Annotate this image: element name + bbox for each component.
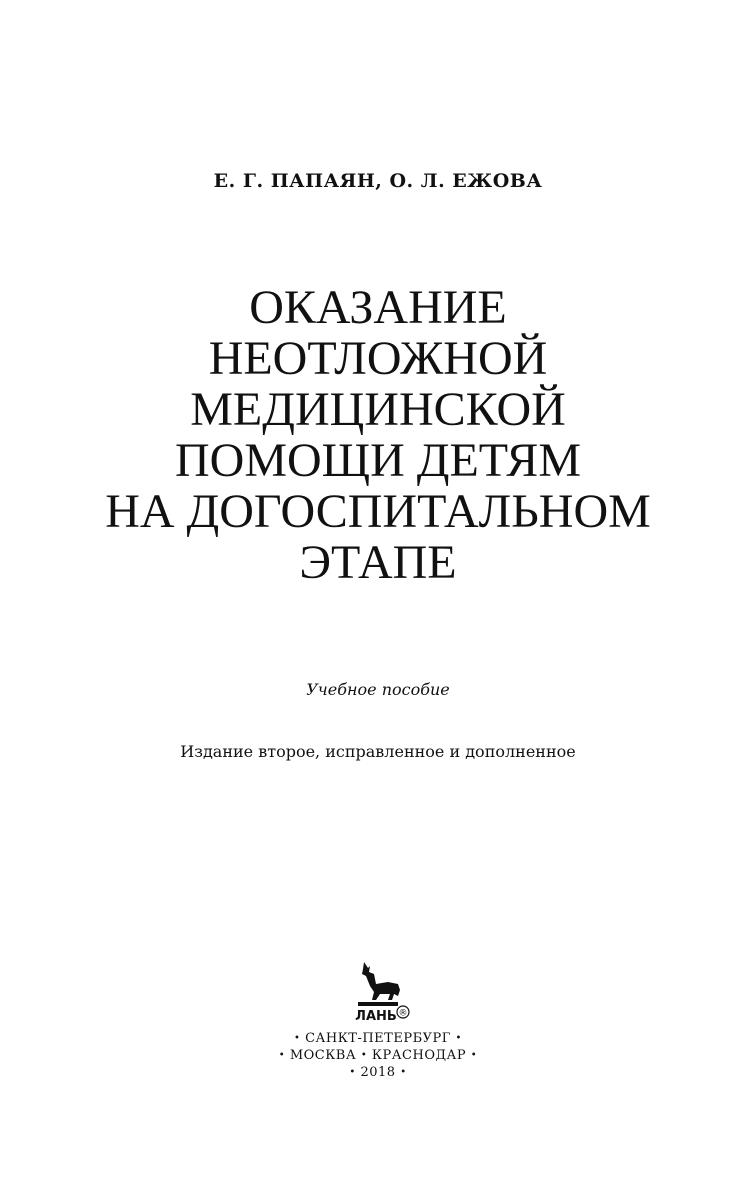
imprint [0, 1030, 756, 1081]
book-title [0, 282, 756, 588]
separator-dot: • [278, 1050, 286, 1061]
registered-mark: ® [398, 1008, 408, 1019]
imprint-line-3 [0, 1064, 756, 1081]
authors: Е. Г. ПАПАЯН, О. Л. ЕЖОВА [213, 170, 543, 192]
title-line: НЕОТЛОЖНОЙ [208, 332, 548, 385]
city-name: КРАСНОДАР [371, 1048, 467, 1063]
separator-dot: • [294, 1033, 301, 1044]
title-line: ОКАЗАНИЕ [249, 281, 507, 334]
publication-year: 2018 [360, 1065, 396, 1080]
imprint-line-1 [0, 1030, 756, 1047]
title-line: ПОМОЩИ ДЕТЯМ [174, 434, 581, 487]
imprint-line-2 [0, 1047, 756, 1064]
separator-dot: • [400, 1067, 407, 1078]
publisher-logo-text: ЛАНЬ [355, 1009, 397, 1022]
separator-dot: • [470, 1050, 478, 1061]
title-line: МЕДИЦИНСКОЙ [190, 383, 566, 436]
book-type: Учебное пособие [306, 680, 450, 699]
city-name: МОСКВА [289, 1048, 357, 1063]
separator-dot: • [455, 1033, 462, 1044]
title-line: ЭТАПЕ [299, 536, 457, 589]
separator-dot: • [349, 1067, 356, 1078]
separator-dot: • [360, 1050, 368, 1061]
city-name: САНКТ-ПЕТЕРБУРГ [305, 1031, 451, 1046]
title-line: НА ДОГОСПИТАЛЬНОМ [105, 485, 651, 538]
edition-note: Издание второе, исправленное и дополненное [180, 742, 576, 761]
deer-icon [348, 960, 412, 1022]
publisher-logo [348, 960, 412, 1022]
